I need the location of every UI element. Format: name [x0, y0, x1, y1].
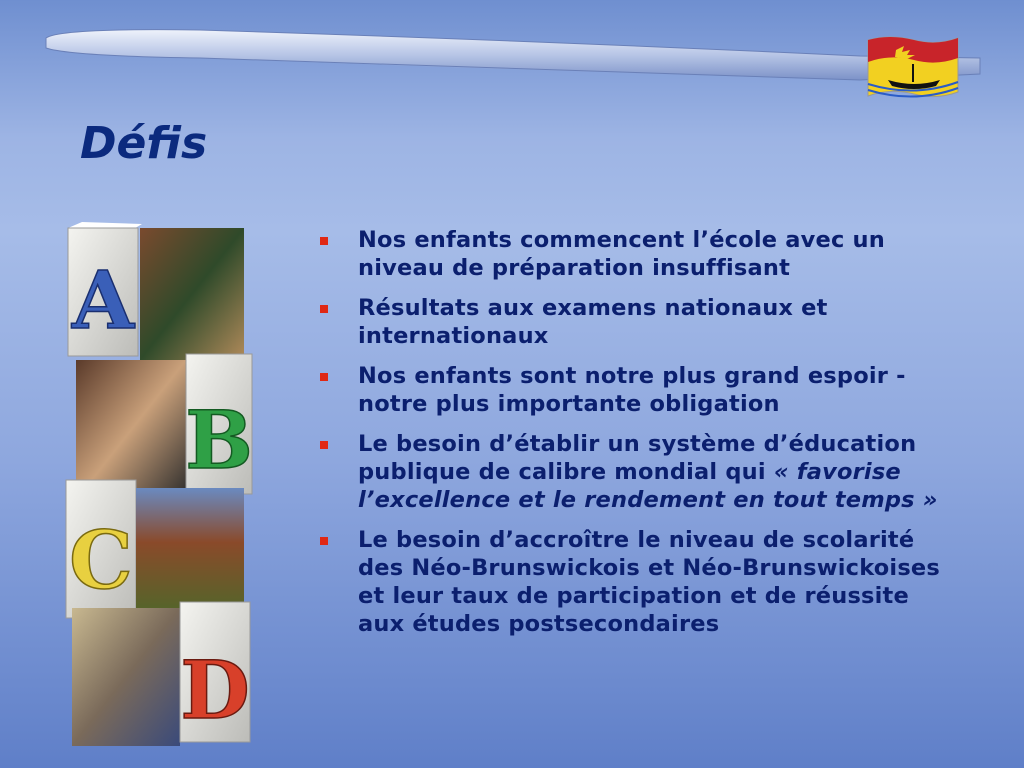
bullet-text: Le besoin d’établir un système d’éducation publique de calibre mondial qui [358, 431, 917, 485]
bullet-text: Nos enfants sont notre plus grand espoir - notre plus importante obligation [358, 363, 906, 417]
bullet-list [318, 226, 958, 650]
list-item [318, 526, 958, 638]
slide-title: Défis [80, 118, 208, 169]
list-item [318, 430, 958, 514]
bullet-marker [320, 441, 328, 449]
block-b [76, 354, 253, 500]
svg-text:A: A [71, 253, 135, 347]
bullet-text: Nos enfants commencent l’école avec un niveau de préparation insuffisant [358, 227, 885, 281]
bullet-text: Résultats aux examens nationaux et internationaux [358, 295, 828, 349]
bullet-marker [320, 537, 328, 545]
list-item [318, 294, 958, 350]
list-item [318, 226, 958, 282]
bullet-text: Le besoin d’accroître le niveau de scolarité des Néo-Brunswickois et Néo-Brunswickoises et leur taux de participation et de réussite aux études postsecondaires [358, 527, 940, 637]
svg-text:C: C [69, 513, 133, 607]
abc-blocks-image [62, 218, 262, 758]
new-brunswick-flag-icon [866, 34, 960, 98]
block-d [72, 602, 250, 746]
bullet-marker [320, 373, 328, 381]
block-a [68, 222, 244, 360]
svg-text:B: B [185, 393, 253, 487]
bullet-text-italic: « favorise l’excellence et le rendement en tout temps » [358, 459, 938, 513]
bullet-marker [320, 237, 328, 245]
bullet-marker [320, 305, 328, 313]
list-item [318, 362, 958, 418]
svg-text:D: D [180, 643, 250, 737]
